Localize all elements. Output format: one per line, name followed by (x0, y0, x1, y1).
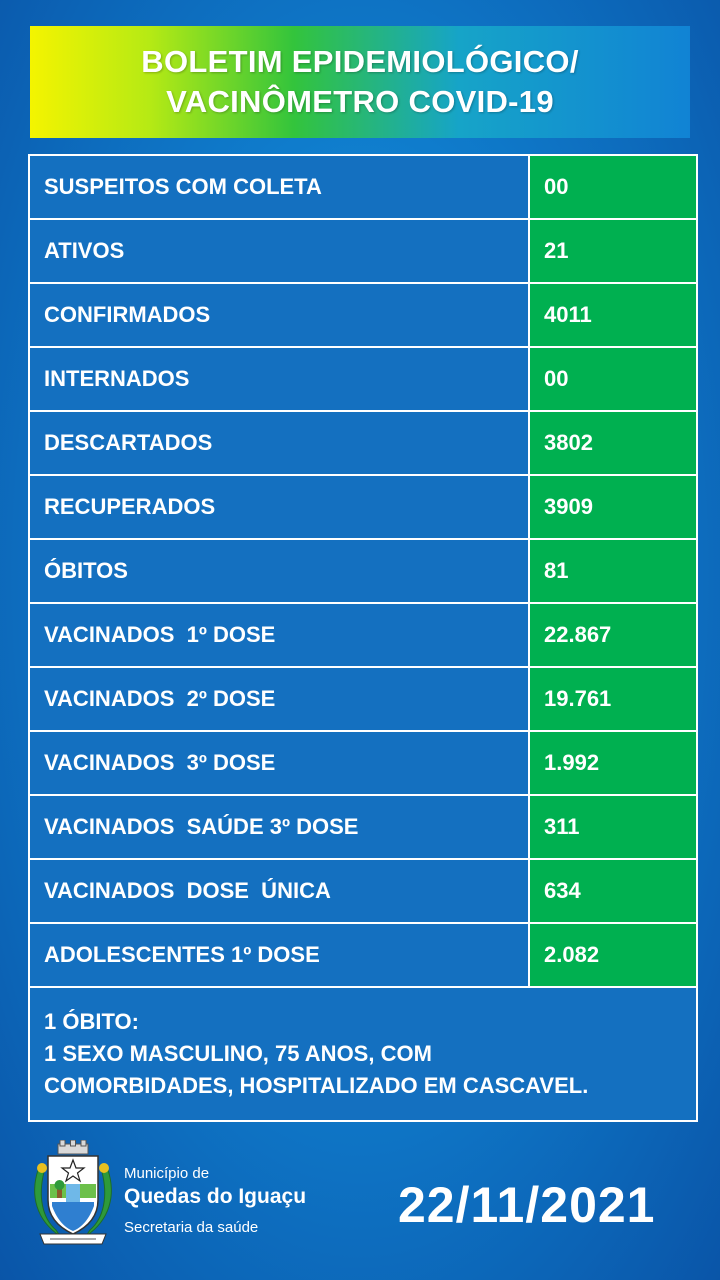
row-label: INTERNADOS (30, 348, 530, 410)
municipality-name: Quedas do Iguaçu (124, 1185, 307, 1208)
bulletin-date: 22/11/2021 (398, 1177, 656, 1233)
row-label: CONFIRMADOS (30, 284, 530, 346)
row-value: 3802 (530, 412, 696, 474)
row-label: VACINADOS SAÚDE 3º DOSE (30, 796, 530, 858)
row-value: 3909 (530, 476, 696, 538)
table-row (30, 732, 696, 796)
municipio-label: Município de (124, 1165, 210, 1182)
row-label: ÓBITOS (30, 540, 530, 602)
row-value: 81 (530, 540, 696, 602)
row-value: 4011 (530, 284, 696, 346)
note-line-2: 1 SEXO MASCULINO, 75 ANOS, COM (44, 1041, 432, 1066)
row-value: 22.867 (530, 604, 696, 666)
row-value: 1.992 (530, 732, 696, 794)
table-row (30, 156, 696, 220)
row-label: VACINADOS 3º DOSE (30, 732, 530, 794)
row-value: 2.082 (530, 924, 696, 986)
row-value: 311 (530, 796, 696, 858)
row-label: VACINADOS 1º DOSE (30, 604, 530, 666)
table-row (30, 604, 696, 668)
row-label: ATIVOS (30, 220, 530, 282)
table-row (30, 796, 696, 860)
table-row (30, 860, 696, 924)
table-row (30, 348, 696, 412)
table-row (30, 668, 696, 732)
table-row (30, 540, 696, 604)
row-value: 00 (530, 156, 696, 218)
title-line-2: VACINÔMETRO COVID-19 (166, 84, 554, 119)
row-value: 21 (530, 220, 696, 282)
table-row (30, 476, 696, 540)
row-label: VACINADOS 2º DOSE (30, 668, 530, 730)
row-value: 19.761 (530, 668, 696, 730)
row-value: 634 (530, 860, 696, 922)
row-value: 00 (530, 348, 696, 410)
row-label: ADOLESCENTES 1º DOSE (30, 924, 530, 986)
row-label: DESCARTADOS (30, 412, 530, 474)
secretaria-label: Secretaria da saúde (124, 1219, 259, 1236)
municipal-coat-of-arms-icon (30, 1140, 116, 1250)
table-row (30, 284, 696, 348)
title-banner (30, 26, 690, 138)
table-row (30, 924, 696, 988)
row-label: VACINADOS DOSE ÚNICA (30, 860, 530, 922)
note-line-1: 1 ÓBITO: (44, 1009, 139, 1034)
bulletin-table (28, 154, 698, 1122)
table-row (30, 412, 696, 476)
row-label: RECUPERADOS (30, 476, 530, 538)
death-note (30, 988, 696, 1120)
municipality-block (124, 1164, 306, 1238)
table-row (30, 220, 696, 284)
note-line-3: COMORBIDADES, HOSPITALIZADO EM CASCAVEL. (44, 1073, 589, 1098)
row-label: SUSPEITOS COM COLETA (30, 156, 530, 218)
title-line-1: BOLETIM EPIDEMIOLÓGICO/ (141, 44, 579, 79)
